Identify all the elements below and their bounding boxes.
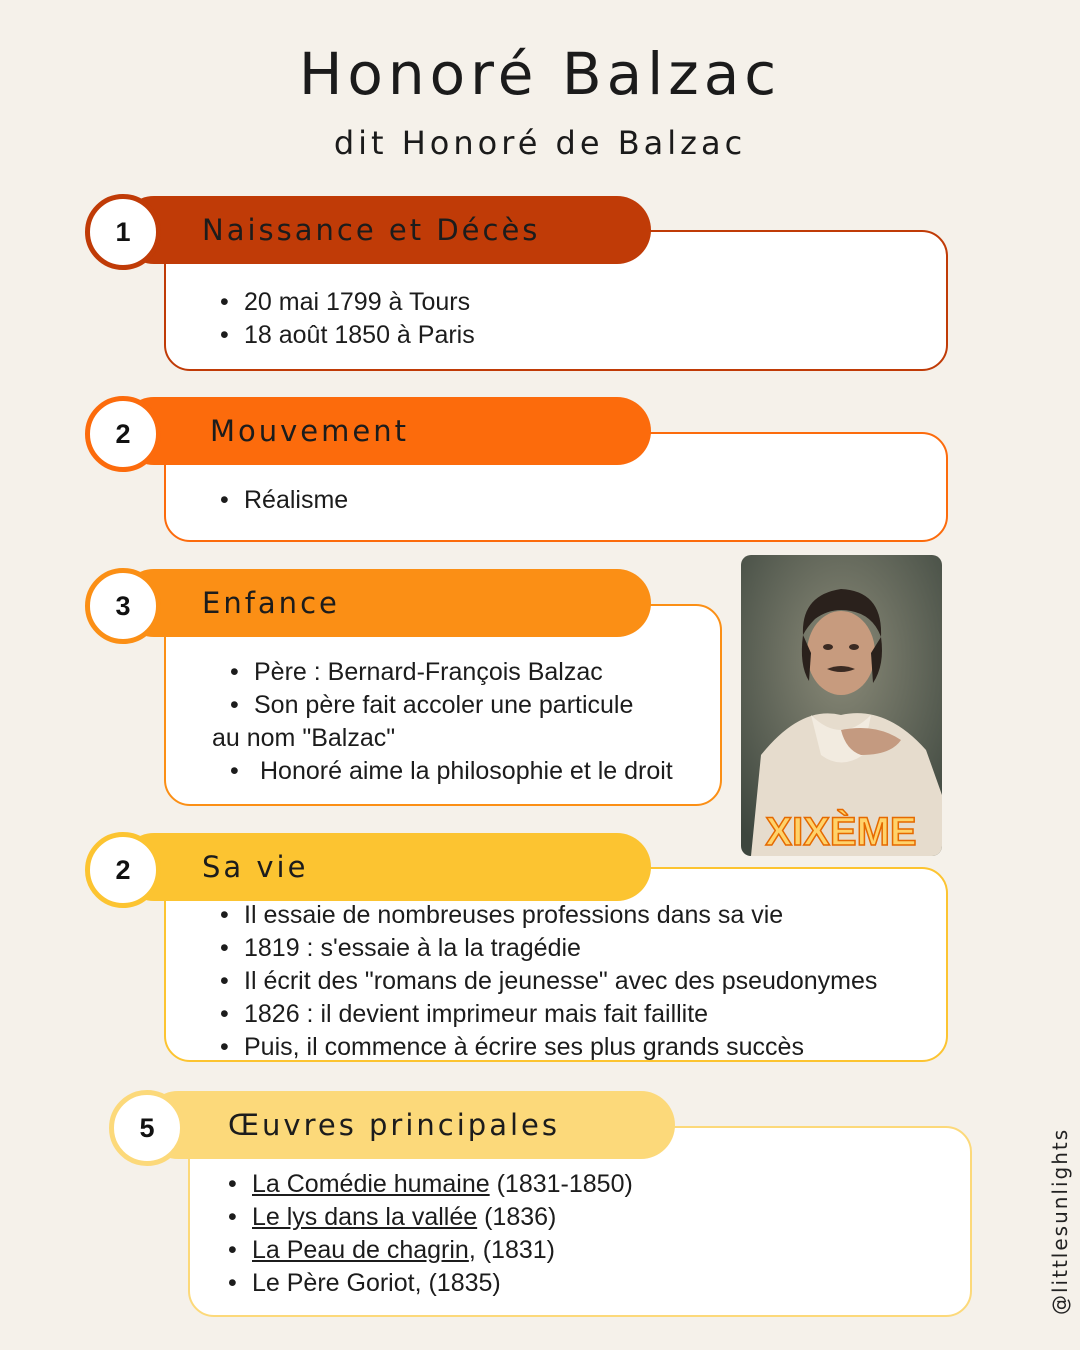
section-3-number: 3 xyxy=(85,568,161,644)
portrait-image xyxy=(741,555,942,856)
list-item: • Il essaie de nombreuses professions dans sa vie xyxy=(220,899,877,932)
section-5-heading: Œuvres principales xyxy=(228,1108,560,1142)
section-5-list xyxy=(228,1168,633,1300)
section-2-number: 2 xyxy=(85,396,161,472)
list-item: • Puis, il commence à écrire ses plus grands succès xyxy=(220,1031,877,1064)
section-1-list xyxy=(220,286,475,352)
section-4-heading: Sa vie xyxy=(202,850,309,884)
list-item xyxy=(228,1234,633,1267)
author-credit: @littlesunlights xyxy=(1048,1127,1072,1315)
work-title: Le Père Goriot xyxy=(252,1269,415,1297)
list-item: • Son père fait accoler une particule xyxy=(230,689,673,722)
work-detail: , (1831) xyxy=(468,1236,556,1264)
section-5-number: 5 xyxy=(109,1090,185,1166)
list-item: • Père : Bernard-François Balzac xyxy=(230,656,673,689)
list-item xyxy=(228,1168,633,1201)
list-item: • 18 août 1850 à Paris xyxy=(220,319,475,352)
section-3-header xyxy=(120,569,651,637)
section-4-list xyxy=(220,899,877,1064)
list-item: • Il écrit des "romans de jeunesse" avec des pseudonymes xyxy=(220,965,877,998)
work-detail: , (1835) xyxy=(414,1269,501,1297)
section-2-header xyxy=(120,397,651,465)
work-detail: (1831-1850) xyxy=(489,1170,633,1198)
list-item: • Honoré aime la philosophie et le droit xyxy=(230,755,673,788)
section-4-header xyxy=(120,833,651,901)
list-item: • 1826 : il devient imprimeur mais fait faillite xyxy=(220,998,877,1031)
section-3-list xyxy=(212,656,673,788)
section-1-heading: Naissance et Décès xyxy=(202,213,541,247)
section-1-number: 1 xyxy=(85,194,161,270)
list-item: • 20 mai 1799 à Tours xyxy=(220,286,475,319)
work-title: Le lys dans la vallée xyxy=(252,1203,478,1231)
page-title: Honoré Balzac xyxy=(298,40,782,108)
portrait-caption: XIXÈME xyxy=(765,810,917,854)
work-title: La Peau de chagrin xyxy=(252,1236,469,1264)
list-item: • 1819 : s'essaie à la la tragédie xyxy=(220,932,877,965)
section-3-heading: Enfance xyxy=(202,586,340,620)
page-subtitle: dit Honoré de Balzac xyxy=(333,124,747,162)
section-2-list xyxy=(220,484,348,517)
work-title: La Comédie humaine xyxy=(252,1170,490,1198)
section-4-number: 2 xyxy=(85,832,161,908)
portrait-icon xyxy=(741,555,942,856)
list-item xyxy=(228,1201,633,1234)
section-5-header xyxy=(144,1091,675,1159)
section-2-heading: Mouvement xyxy=(210,414,409,448)
list-item: au nom "Balzac" xyxy=(212,724,396,752)
list-item: • Réalisme xyxy=(220,484,348,517)
work-detail: (1836) xyxy=(477,1203,557,1231)
section-1-header xyxy=(120,196,651,264)
list-item xyxy=(228,1267,633,1300)
